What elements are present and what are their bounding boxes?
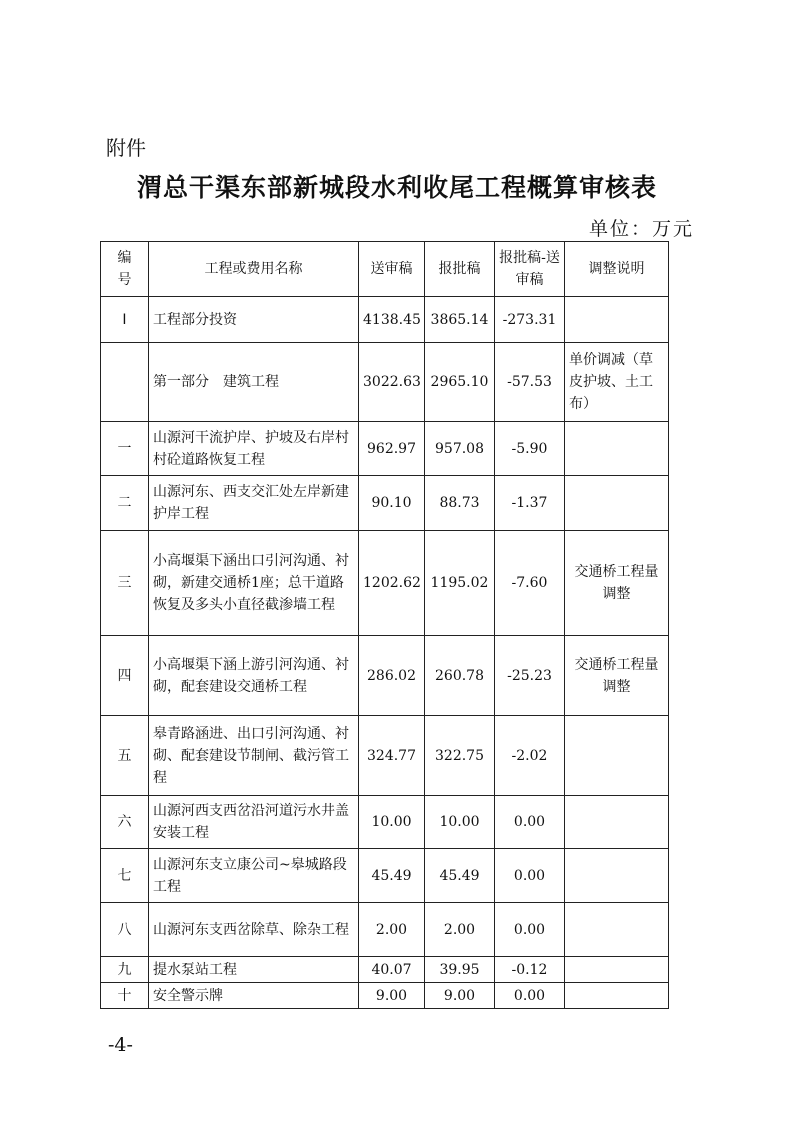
table-row: [101, 531, 669, 636]
cell-name: 小高堰渠下涵出口引河沟通、衬砌，新建交通桥1座；总干道路恢复及多头小直径截渗墙工程: [149, 531, 359, 636]
cell-submitted: 4138.45: [359, 297, 425, 343]
cell-note: [565, 297, 669, 343]
table-row: [101, 796, 669, 849]
cell-no: 三: [101, 531, 149, 636]
cell-submitted: 90.10: [359, 476, 425, 531]
cell-submitted: 2.00: [359, 903, 425, 957]
table-row: [101, 957, 669, 983]
table-row: [101, 636, 669, 716]
cell-submitted: 3022.63: [359, 343, 425, 422]
cell-name: 山源河东支立康公司~皋城路段工程: [149, 849, 359, 903]
cell-approved: 45.49: [425, 849, 495, 903]
cell-no: 五: [101, 716, 149, 796]
cell-submitted: 962.97: [359, 422, 425, 476]
cell-diff: -0.12: [495, 957, 565, 983]
cell-no: 六: [101, 796, 149, 849]
cell-no: 十: [101, 983, 149, 1009]
cell-note: [565, 903, 669, 957]
cell-name: 山源河西支西岔沿河道污水井盖安装工程: [149, 796, 359, 849]
cell-no: 四: [101, 636, 149, 716]
page-title: 渭总干渠东部新城段水利收尾工程概算审核表: [136, 173, 657, 202]
cell-approved: 1195.02: [425, 531, 495, 636]
table-row: [101, 297, 669, 343]
cell-approved: 2.00: [425, 903, 495, 957]
cell-submitted: 324.77: [359, 716, 425, 796]
header-no: 编号: [101, 242, 149, 297]
cell-diff: 0.00: [495, 983, 565, 1009]
cell-approved: 322.75: [425, 716, 495, 796]
table-row: [101, 476, 669, 531]
table-header-row: [101, 242, 669, 297]
cell-no: 七: [101, 849, 149, 903]
header-approved: 报批稿: [425, 242, 495, 297]
unit-label: 单位：万元: [588, 218, 694, 240]
cell-submitted: 9.00: [359, 983, 425, 1009]
cell-note: [565, 422, 669, 476]
cell-diff: -1.37: [495, 476, 565, 531]
cell-no: 八: [101, 903, 149, 957]
cell-approved: 39.95: [425, 957, 495, 983]
table-row: [101, 903, 669, 957]
cell-diff: 0.00: [495, 849, 565, 903]
cell-name: 皋青路涵进、出口引河沟通、衬砌、配套建设节制闸、截污管工程: [149, 716, 359, 796]
cell-approved: 2965.10: [425, 343, 495, 422]
cell-no: I: [101, 297, 149, 343]
cell-submitted: 45.49: [359, 849, 425, 903]
cell-note: 交通桥工程量调整: [565, 636, 669, 716]
cell-no: 一: [101, 422, 149, 476]
cell-name: 山源河东支西岔除草、除杂工程: [149, 903, 359, 957]
cell-note: [565, 983, 669, 1009]
cell-diff: -57.53: [495, 343, 565, 422]
cell-diff: -273.31: [495, 297, 565, 343]
table-row: [101, 716, 669, 796]
cell-no: 二: [101, 476, 149, 531]
cell-diff: 0.00: [495, 796, 565, 849]
cell-note: [565, 957, 669, 983]
cell-no: 九: [101, 957, 149, 983]
header-name: 工程或费用名称: [149, 242, 359, 297]
cell-no: [101, 343, 149, 422]
cell-diff: -25.23: [495, 636, 565, 716]
header-note: 调整说明: [565, 242, 669, 297]
cell-name: 山源河干流护岸、护坡及右岸村村砼道路恢复工程: [149, 422, 359, 476]
cell-note: [565, 716, 669, 796]
cell-approved: 957.08: [425, 422, 495, 476]
cell-name: 小高堰渠下涵上游引河沟通、衬砌，配套建设交通桥工程: [149, 636, 359, 716]
budget-review-table: [100, 241, 669, 1009]
header-diff: 报批稿-送审稿: [495, 242, 565, 297]
cell-submitted: 286.02: [359, 636, 425, 716]
cell-name: 工程部分投资: [149, 297, 359, 343]
cell-name: 安全警示牌: [149, 983, 359, 1009]
cell-name: 山源河东、西支交汇处左岸新建护岸工程: [149, 476, 359, 531]
cell-note: 单价调减（草皮护坡、土工布）: [565, 343, 669, 422]
table-row: [101, 343, 669, 422]
cell-diff: 0.00: [495, 903, 565, 957]
cell-note: [565, 476, 669, 531]
cell-note: [565, 849, 669, 903]
cell-approved: 10.00: [425, 796, 495, 849]
cell-name: 提水泵站工程: [149, 957, 359, 983]
cell-submitted: 40.07: [359, 957, 425, 983]
attachment-label: 附件: [106, 136, 146, 160]
table-row: [101, 849, 669, 903]
cell-submitted: 1202.62: [359, 531, 425, 636]
table-row: [101, 422, 669, 476]
cell-approved: 3865.14: [425, 297, 495, 343]
cell-note: 交通桥工程量调整: [565, 531, 669, 636]
cell-diff: -7.60: [495, 531, 565, 636]
table-row: [101, 983, 669, 1009]
page-number: -4-: [108, 1034, 133, 1056]
cell-approved: 88.73: [425, 476, 495, 531]
cell-name: 第一部分 建筑工程: [149, 343, 359, 422]
cell-approved: 260.78: [425, 636, 495, 716]
cell-note: [565, 796, 669, 849]
cell-approved: 9.00: [425, 983, 495, 1009]
header-submitted: 送审稿: [359, 242, 425, 297]
cell-diff: -5.90: [495, 422, 565, 476]
cell-submitted: 10.00: [359, 796, 425, 849]
cell-diff: -2.02: [495, 716, 565, 796]
